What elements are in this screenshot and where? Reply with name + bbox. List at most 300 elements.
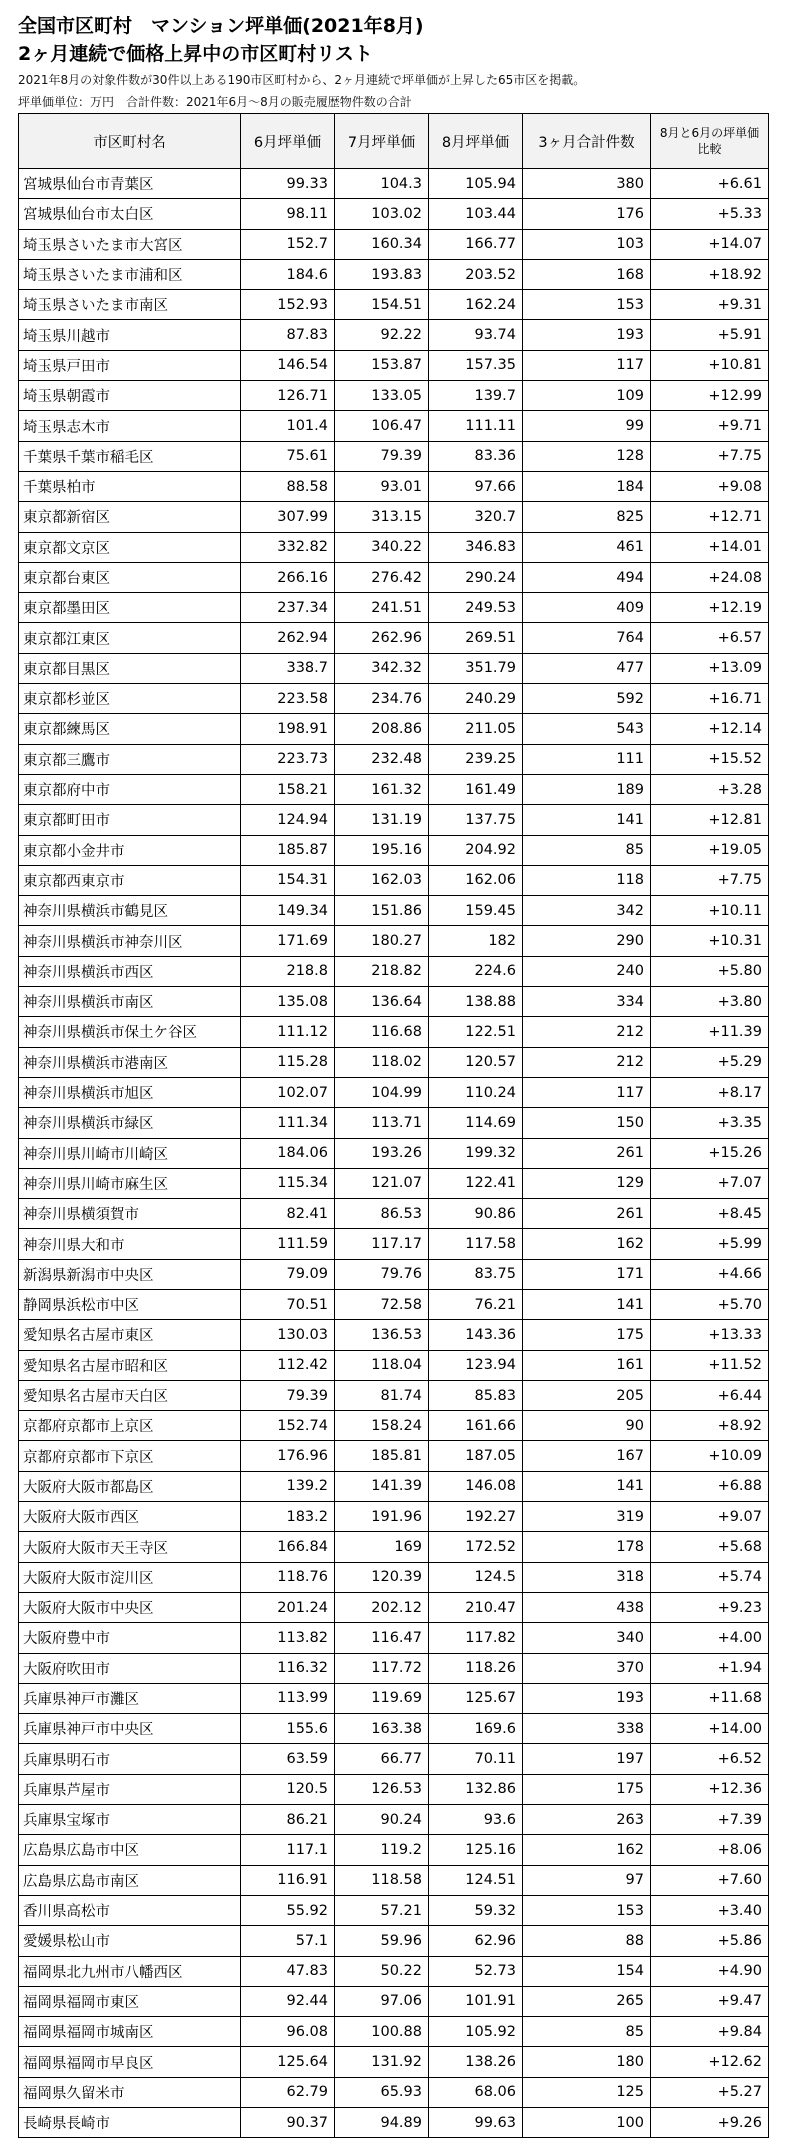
cell-june-price: 125.64: [241, 2047, 335, 2077]
cell-total-count: 265: [523, 1986, 651, 2016]
cell-july-price: 66.77: [335, 1744, 429, 1774]
table-row: [19, 1350, 769, 1380]
table-row: [19, 956, 769, 986]
table-row: [19, 1259, 769, 1289]
cell-total-count: 263: [523, 1805, 651, 1835]
cell-total-count: 161: [523, 1350, 651, 1380]
cell-june-price: 79.09: [241, 1259, 335, 1289]
cell-comparison: +12.19: [651, 593, 769, 623]
cell-june-price: 149.34: [241, 896, 335, 926]
cell-name: 愛知県名古屋市昭和区: [19, 1350, 241, 1380]
cell-total-count: 90: [523, 1411, 651, 1441]
cell-july-price: 154.51: [335, 290, 429, 320]
cell-july-price: 241.51: [335, 593, 429, 623]
cell-comparison: +5.99: [651, 1229, 769, 1259]
cell-august-price: 70.11: [429, 1744, 523, 1774]
cell-total-count: 380: [523, 169, 651, 199]
cell-july-price: 79.76: [335, 1259, 429, 1289]
cell-comparison: +5.70: [651, 1289, 769, 1319]
cell-june-price: 171.69: [241, 926, 335, 956]
cell-total-count: 543: [523, 714, 651, 744]
cell-comparison: +3.35: [651, 1108, 769, 1138]
table-row: [19, 1986, 769, 2016]
cell-july-price: 218.82: [335, 956, 429, 986]
cell-comparison: +9.71: [651, 411, 769, 441]
cell-july-price: 126.53: [335, 1774, 429, 1804]
cell-comparison: +9.31: [651, 290, 769, 320]
cell-name: 大阪府大阪市都島区: [19, 1471, 241, 1501]
cell-june-price: 88.58: [241, 471, 335, 501]
table-row: [19, 1592, 769, 1622]
cell-name: 神奈川県川崎市麻生区: [19, 1168, 241, 1198]
cell-comparison: +5.86: [651, 1926, 769, 1956]
cell-comparison: +6.52: [651, 1744, 769, 1774]
unit-note: 坪単価単位：万円 合計件数：2021年6月～8月の販売履歴物件数の合計: [18, 95, 412, 109]
cell-june-price: 166.84: [241, 1532, 335, 1562]
cell-july-price: 161.32: [335, 774, 429, 804]
cell-july-price: 136.53: [335, 1320, 429, 1350]
table-row: [19, 1138, 769, 1168]
cell-comparison: +5.27: [651, 2077, 769, 2107]
cell-july-price: 120.39: [335, 1562, 429, 1592]
cell-july-price: 104.3: [335, 169, 429, 199]
cell-august-price: 138.88: [429, 987, 523, 1017]
table-row: [19, 1108, 769, 1138]
cell-july-price: 151.86: [335, 896, 429, 926]
cell-june-price: 47.83: [241, 1956, 335, 1986]
cell-name: 東京都三鷹市: [19, 744, 241, 774]
cell-name: 東京都文京区: [19, 532, 241, 562]
cell-july-price: 340.22: [335, 532, 429, 562]
cell-august-price: 68.06: [429, 2077, 523, 2107]
table-row: [19, 502, 769, 532]
table-row: [19, 1805, 769, 1835]
cell-july-price: 113.71: [335, 1108, 429, 1138]
table-row: [19, 1047, 769, 1077]
cell-comparison: +5.91: [651, 320, 769, 350]
cell-june-price: 146.54: [241, 350, 335, 380]
cell-august-price: 93.74: [429, 320, 523, 350]
cell-comparison: +5.74: [651, 1562, 769, 1592]
cell-august-price: 346.83: [429, 532, 523, 562]
cell-august-price: 143.36: [429, 1320, 523, 1350]
cell-august-price: 118.26: [429, 1653, 523, 1683]
cell-august-price: 210.47: [429, 1592, 523, 1622]
cell-june-price: 70.51: [241, 1289, 335, 1319]
cell-june-price: 184.06: [241, 1138, 335, 1168]
cell-june-price: 113.99: [241, 1683, 335, 1713]
cell-june-price: 111.59: [241, 1229, 335, 1259]
cell-july-price: 121.07: [335, 1168, 429, 1198]
cell-june-price: 158.21: [241, 774, 335, 804]
cell-total-count: 117: [523, 1077, 651, 1107]
cell-june-price: 266.16: [241, 562, 335, 592]
cell-june-price: 86.21: [241, 1805, 335, 1835]
cell-total-count: 100: [523, 2108, 651, 2138]
table-row: [19, 926, 769, 956]
cell-july-price: 133.05: [335, 381, 429, 411]
cell-total-count: 141: [523, 805, 651, 835]
cell-june-price: 332.82: [241, 532, 335, 562]
cell-total-count: 150: [523, 1108, 651, 1138]
table-row: [19, 1411, 769, 1441]
table-row: [19, 1683, 769, 1713]
cell-total-count: 111: [523, 744, 651, 774]
cell-june-price: 92.44: [241, 1986, 335, 2016]
cell-july-price: 208.86: [335, 714, 429, 744]
table-row: [19, 1562, 769, 1592]
column-header-name: 市区町村名: [19, 114, 241, 169]
cell-name: 埼玉県朝霞市: [19, 381, 241, 411]
cell-name: 東京都町田市: [19, 805, 241, 835]
cell-june-price: 111.12: [241, 1017, 335, 1047]
cell-total-count: 340: [523, 1623, 651, 1653]
cell-name: 神奈川県横浜市保土ケ谷区: [19, 1017, 241, 1047]
cell-comparison: +7.07: [651, 1168, 769, 1198]
cell-july-price: 118.02: [335, 1047, 429, 1077]
cell-august-price: 122.51: [429, 1017, 523, 1047]
cell-total-count: 212: [523, 1047, 651, 1077]
cell-june-price: 338.7: [241, 653, 335, 683]
cell-name: 大阪府大阪市中央区: [19, 1592, 241, 1622]
cell-comparison: +12.71: [651, 502, 769, 532]
cell-july-price: 94.89: [335, 2108, 429, 2138]
cell-july-price: 276.42: [335, 562, 429, 592]
cell-name: 神奈川県横浜市南区: [19, 987, 241, 1017]
cell-june-price: 82.41: [241, 1199, 335, 1229]
column-header-july: 7月坪単価: [335, 114, 429, 169]
cell-august-price: 59.32: [429, 1895, 523, 1925]
table-row: [19, 774, 769, 804]
table-row: [19, 1380, 769, 1410]
cell-june-price: 117.1: [241, 1835, 335, 1865]
cell-comparison: +6.61: [651, 169, 769, 199]
cell-august-price: 139.7: [429, 381, 523, 411]
cell-total-count: 290: [523, 926, 651, 956]
cell-name: 大阪府豊中市: [19, 1623, 241, 1653]
cell-june-price: 102.07: [241, 1077, 335, 1107]
cell-july-price: 72.58: [335, 1289, 429, 1319]
cell-name: 福岡県北九州市八幡西区: [19, 1956, 241, 1986]
cell-june-price: 152.74: [241, 1411, 335, 1441]
table-row: [19, 2108, 769, 2138]
cell-july-price: 202.12: [335, 1592, 429, 1622]
cell-june-price: 112.42: [241, 1350, 335, 1380]
cell-comparison: +9.23: [651, 1592, 769, 1622]
cell-name: 兵庫県神戸市灘区: [19, 1683, 241, 1713]
cell-comparison: +8.45: [651, 1199, 769, 1229]
cell-total-count: 178: [523, 1532, 651, 1562]
cell-june-price: 62.79: [241, 2077, 335, 2107]
cell-total-count: 141: [523, 1289, 651, 1319]
cell-june-price: 115.28: [241, 1047, 335, 1077]
cell-comparison: +9.84: [651, 2017, 769, 2047]
cell-june-price: 87.83: [241, 320, 335, 350]
cell-july-price: 59.96: [335, 1926, 429, 1956]
table-row: [19, 471, 769, 501]
table-row: [19, 1744, 769, 1774]
cell-comparison: +4.90: [651, 1956, 769, 1986]
cell-june-price: 185.87: [241, 835, 335, 865]
cell-name: 愛媛県松山市: [19, 1926, 241, 1956]
cell-comparison: +7.75: [651, 441, 769, 471]
cell-july-price: 234.76: [335, 684, 429, 714]
cell-total-count: 88: [523, 1926, 651, 1956]
cell-comparison: +11.39: [651, 1017, 769, 1047]
cell-august-price: 169.6: [429, 1714, 523, 1744]
cell-august-price: 290.24: [429, 562, 523, 592]
cell-comparison: +5.68: [651, 1532, 769, 1562]
cell-comparison: +4.00: [651, 1623, 769, 1653]
cell-june-price: 79.39: [241, 1380, 335, 1410]
cell-comparison: +14.07: [651, 229, 769, 259]
cell-name: 兵庫県芦屋市: [19, 1774, 241, 1804]
cell-name: 東京都杉並区: [19, 684, 241, 714]
cell-june-price: 75.61: [241, 441, 335, 471]
cell-comparison: +10.09: [651, 1441, 769, 1471]
table-row: [19, 1653, 769, 1683]
cell-name: 埼玉県さいたま市浦和区: [19, 259, 241, 289]
cell-name: 兵庫県神戸市中央区: [19, 1714, 241, 1744]
cell-name: 神奈川県横須賀市: [19, 1199, 241, 1229]
cell-august-price: 192.27: [429, 1502, 523, 1532]
cell-august-price: 103.44: [429, 199, 523, 229]
cell-july-price: 103.02: [335, 199, 429, 229]
cell-june-price: 152.93: [241, 290, 335, 320]
cell-name: 宮城県仙台市青葉区: [19, 169, 241, 199]
cell-comparison: +15.52: [651, 744, 769, 774]
cell-name: 神奈川県川崎市川崎区: [19, 1138, 241, 1168]
cell-total-count: 438: [523, 1592, 651, 1622]
cell-july-price: 160.34: [335, 229, 429, 259]
cell-august-price: 182: [429, 926, 523, 956]
cell-june-price: 130.03: [241, 1320, 335, 1350]
cell-comparison: +12.14: [651, 714, 769, 744]
cell-total-count: 189: [523, 774, 651, 804]
cell-june-price: 139.2: [241, 1471, 335, 1501]
cell-total-count: 494: [523, 562, 651, 592]
cell-august-price: 114.69: [429, 1108, 523, 1138]
cell-comparison: +6.57: [651, 623, 769, 653]
cell-total-count: 103: [523, 229, 651, 259]
cell-july-price: 118.58: [335, 1865, 429, 1895]
cell-name: 埼玉県戸田市: [19, 350, 241, 380]
cell-august-price: 203.52: [429, 259, 523, 289]
cell-july-price: 313.15: [335, 502, 429, 532]
table-row: [19, 1502, 769, 1532]
cell-total-count: 261: [523, 1138, 651, 1168]
table-row: [19, 1956, 769, 1986]
cell-june-price: 198.91: [241, 714, 335, 744]
cell-july-price: 79.39: [335, 441, 429, 471]
cell-comparison: +3.40: [651, 1895, 769, 1925]
cell-comparison: +6.44: [651, 1380, 769, 1410]
cell-august-price: 249.53: [429, 593, 523, 623]
cell-june-price: 262.94: [241, 623, 335, 653]
cell-total-count: 409: [523, 593, 651, 623]
cell-july-price: 262.96: [335, 623, 429, 653]
table-row: [19, 1774, 769, 1804]
cell-july-price: 104.99: [335, 1077, 429, 1107]
cell-july-price: 180.27: [335, 926, 429, 956]
page-subtitle: 2ヶ月連続で価格上昇中の市区町村リスト: [18, 43, 373, 65]
cell-july-price: 131.19: [335, 805, 429, 835]
cell-comparison: +8.06: [651, 1835, 769, 1865]
cell-june-price: 90.37: [241, 2108, 335, 2138]
table-row: [19, 1289, 769, 1319]
cell-name: 神奈川県横浜市鶴見区: [19, 896, 241, 926]
table-row: [19, 290, 769, 320]
cell-july-price: 92.22: [335, 320, 429, 350]
cell-total-count: 141: [523, 1471, 651, 1501]
table-row: [19, 1017, 769, 1047]
table-row: [19, 896, 769, 926]
cell-august-price: 125.67: [429, 1683, 523, 1713]
cell-june-price: 183.2: [241, 1502, 335, 1532]
cell-total-count: 128: [523, 441, 651, 471]
cell-name: 東京都西東京市: [19, 865, 241, 895]
cell-total-count: 109: [523, 381, 651, 411]
cell-comparison: +9.47: [651, 1986, 769, 2016]
cell-total-count: 334: [523, 987, 651, 1017]
table-row: [19, 441, 769, 471]
cell-august-price: 351.79: [429, 653, 523, 683]
table-row: [19, 1168, 769, 1198]
table-row: [19, 1320, 769, 1350]
table-row: [19, 169, 769, 199]
cell-total-count: 193: [523, 320, 651, 350]
table-row: [19, 1441, 769, 1471]
table-row: [19, 623, 769, 653]
cell-june-price: 98.11: [241, 199, 335, 229]
cell-total-count: 176: [523, 199, 651, 229]
cell-august-price: 101.91: [429, 1986, 523, 2016]
cell-name: 大阪府大阪市淀川区: [19, 1562, 241, 1592]
cell-total-count: 461: [523, 532, 651, 562]
cell-july-price: 141.39: [335, 1471, 429, 1501]
table-row: [19, 381, 769, 411]
table-row: [19, 350, 769, 380]
cell-name: 福岡県福岡市東区: [19, 1986, 241, 2016]
cell-name: 東京都新宿区: [19, 502, 241, 532]
table-row: [19, 653, 769, 683]
cell-august-price: 105.92: [429, 2017, 523, 2047]
cell-comparison: +10.31: [651, 926, 769, 956]
table-row: [19, 411, 769, 441]
cell-name: 神奈川県横浜市緑区: [19, 1108, 241, 1138]
cell-july-price: 169: [335, 1532, 429, 1562]
cell-august-price: 120.57: [429, 1047, 523, 1077]
table-row: [19, 259, 769, 289]
table-row: [19, 1471, 769, 1501]
cell-total-count: 318: [523, 1562, 651, 1592]
cell-comparison: +5.80: [651, 956, 769, 986]
cell-august-price: 93.6: [429, 1805, 523, 1835]
cell-total-count: 261: [523, 1199, 651, 1229]
table-row: [19, 2077, 769, 2107]
cell-total-count: 162: [523, 1835, 651, 1865]
cell-july-price: 117.72: [335, 1653, 429, 1683]
table-row: [19, 805, 769, 835]
column-header-august: 8月坪単価: [429, 114, 523, 169]
table-row: [19, 532, 769, 562]
cell-august-price: 85.83: [429, 1380, 523, 1410]
cell-comparison: +8.92: [651, 1411, 769, 1441]
table-row: [19, 593, 769, 623]
cell-comparison: +6.88: [651, 1471, 769, 1501]
cell-total-count: 99: [523, 411, 651, 441]
cell-name: 愛知県名古屋市天白区: [19, 1380, 241, 1410]
cell-june-price: 57.1: [241, 1926, 335, 1956]
cell-total-count: 197: [523, 1744, 651, 1774]
cell-august-price: 166.77: [429, 229, 523, 259]
cell-july-price: 119.2: [335, 1835, 429, 1865]
cell-name: 愛知県名古屋市東区: [19, 1320, 241, 1350]
cell-comparison: +9.26: [651, 2108, 769, 2138]
cell-total-count: 180: [523, 2047, 651, 2077]
column-header-comparison: 8月と6月の坪単価比較: [651, 114, 769, 169]
table-row: [19, 714, 769, 744]
cell-comparison: +10.11: [651, 896, 769, 926]
cell-name: 神奈川県横浜市港南区: [19, 1047, 241, 1077]
cell-june-price: 155.6: [241, 1714, 335, 1744]
cell-june-price: 113.82: [241, 1623, 335, 1653]
cell-july-price: 93.01: [335, 471, 429, 501]
cell-comparison: +4.66: [651, 1259, 769, 1289]
cell-comparison: +12.62: [651, 2047, 769, 2077]
cell-name: 大阪府大阪市西区: [19, 1502, 241, 1532]
cell-june-price: 55.92: [241, 1895, 335, 1925]
cell-july-price: 117.17: [335, 1229, 429, 1259]
cell-august-price: 125.16: [429, 1835, 523, 1865]
table-row: [19, 987, 769, 1017]
cell-august-price: 122.41: [429, 1168, 523, 1198]
cell-total-count: 342: [523, 896, 651, 926]
table-row: [19, 744, 769, 774]
table-header: [19, 114, 769, 169]
cell-total-count: 184: [523, 471, 651, 501]
cell-august-price: 117.82: [429, 1623, 523, 1653]
table-row: [19, 1835, 769, 1865]
cell-name: 東京都江東区: [19, 623, 241, 653]
cell-august-price: 269.51: [429, 623, 523, 653]
cell-august-price: 161.66: [429, 1411, 523, 1441]
cell-august-price: 187.05: [429, 1441, 523, 1471]
cell-total-count: 85: [523, 835, 651, 865]
cell-august-price: 224.6: [429, 956, 523, 986]
cell-july-price: 153.87: [335, 350, 429, 380]
cell-june-price: 115.34: [241, 1168, 335, 1198]
cell-august-price: 159.45: [429, 896, 523, 926]
cell-august-price: 83.75: [429, 1259, 523, 1289]
cell-july-price: 195.16: [335, 835, 429, 865]
cell-name: 宮城県仙台市太白区: [19, 199, 241, 229]
cell-total-count: 85: [523, 2017, 651, 2047]
cell-comparison: +14.00: [651, 1714, 769, 1744]
cell-total-count: 162: [523, 1229, 651, 1259]
cell-total-count: 129: [523, 1168, 651, 1198]
cell-comparison: +15.26: [651, 1138, 769, 1168]
cell-name: 新潟県新潟市中央区: [19, 1259, 241, 1289]
cell-june-price: 135.08: [241, 987, 335, 1017]
cell-name: 京都府京都市上京区: [19, 1411, 241, 1441]
cell-name: 東京都台東区: [19, 562, 241, 592]
cell-june-price: 237.34: [241, 593, 335, 623]
cell-comparison: +3.28: [651, 774, 769, 804]
cell-comparison: +18.92: [651, 259, 769, 289]
table-body: [19, 169, 769, 2138]
cell-total-count: 825: [523, 502, 651, 532]
